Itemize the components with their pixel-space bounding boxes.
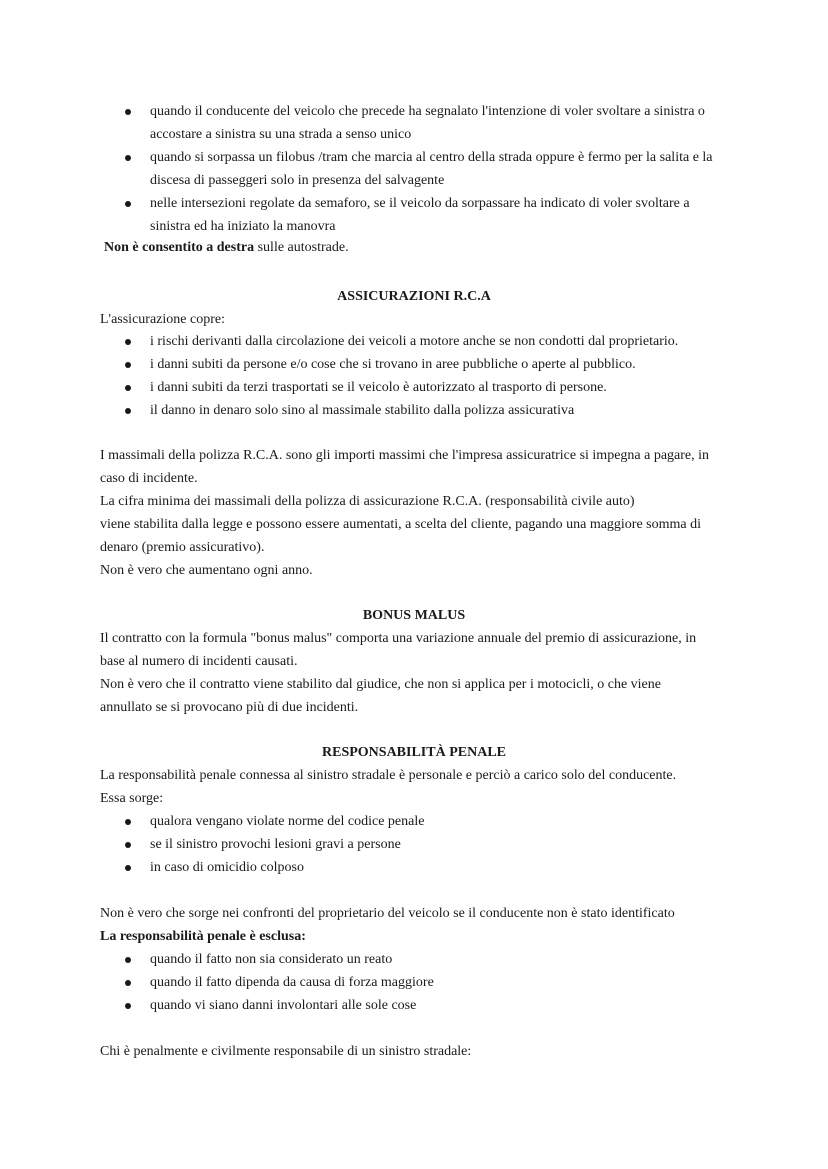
overtaking-list — [150, 100, 750, 238]
note-rest: sulle autostrade. — [254, 240, 349, 255]
rca-para-line: viene stabilita dalla legge e possono essere aumentati, a scelta del cliente, pagando una maggiore somma di — [100, 517, 702, 532]
bullet-icon — [125, 842, 131, 848]
rca-para-line: denaro (premio assicurativo). — [100, 540, 265, 555]
list-item: quando vi siano danni involontari alle sole cose — [150, 994, 750, 1017]
list-item: il danno in denaro solo sino al massimale stabilito dalla polizza assicurativa — [150, 399, 770, 422]
bullet-icon — [125, 109, 131, 115]
penale-conditions-list — [150, 810, 750, 879]
list-item: i danni subiti da terzi trasportati se il veicolo è autorizzato al trasporto di persone. — [150, 376, 770, 399]
list-item: i rischi derivanti dalla circolazione dei veicoli a motore anche se non condotti dal proprietario. — [150, 330, 770, 353]
list-item: in caso di omicidio colposo — [150, 856, 750, 879]
bullet-icon — [125, 339, 131, 345]
bullet-icon — [125, 1003, 131, 1009]
right-overtake-note — [104, 238, 349, 258]
bonus-para-line: base al numero di incidenti causati. — [100, 654, 298, 669]
penale-para-line: Essa sorge: — [100, 791, 164, 806]
rca-coverage-list — [150, 330, 770, 422]
penale-para-line: La responsabilità penale connessa al sinistro stradale è personale e perciò a carico solo del conducente. — [100, 768, 677, 783]
rca-para-line: La cifra minima dei massimali della polizza di assicurazione R.C.A. (responsabilità civile auto) — [100, 494, 635, 509]
section-title-bonus-malus: BONUS MALUS — [362, 608, 466, 623]
section-title-rca: ASSICURAZIONI R.C.A — [337, 289, 491, 304]
bullet-icon — [125, 408, 131, 414]
list-item: qualora vengano violate norme del codice penale — [150, 810, 750, 833]
list-item: i danni subiti da persone e/o cose che si trovano in aree pubbliche o aperte al pubblico. — [150, 353, 770, 376]
rca-para-line: I massimali della polizza R.C.A. sono gli importi massimi che l'impresa assicuratrice si impegna a pagare, in — [100, 448, 710, 463]
bonus-para-line: Il contratto con la formula "bonus malus" comporta una variazione annuale del premio di assicurazione, in — [100, 631, 697, 646]
list-item: quando il fatto non sia considerato un reato — [150, 948, 750, 971]
bullet-icon — [125, 155, 131, 161]
list-item: se il sinistro provochi lesioni gravi a persone — [150, 833, 750, 856]
rca-para-line: caso di incidente. — [100, 471, 198, 486]
bullet-icon — [125, 865, 131, 871]
list-item: quando si sorpassa un filobus /tram che marcia al centro della strada oppure è fermo per la salita e la discesa di passeggeri solo in presenza del salvagente — [150, 146, 750, 192]
bullet-icon — [125, 362, 131, 368]
bullet-icon — [125, 201, 131, 207]
bullet-icon — [125, 819, 131, 825]
penale-excluded-list — [150, 948, 750, 1017]
penale-not-true: Non è vero che sorge nei confronti del proprietario del veicolo se il conducente non è stato identificato — [100, 906, 675, 921]
rca-para-line: Non è vero che aumentano ogni anno. — [100, 563, 313, 578]
list-item: nelle intersezioni regolate da semaforo, se il veicolo da sorpassare ha indicato di voler svoltare a sinistra ed ha iniziato la manovra — [150, 192, 750, 238]
penale-excluded-title: La responsabilità penale è esclusa: — [100, 929, 306, 944]
penale-closing: Chi è penalmente e civilmente responsabile di un sinistro stradale: — [100, 1044, 472, 1059]
list-item: quando il conducente del veicolo che precede ha segnalato l'intenzione di voler svoltare a sinistra o accostare a sinistra su una strada a senso unico — [150, 100, 750, 146]
section-title-penale: RESPONSABILITÀ PENALE — [322, 745, 506, 760]
bonus-para-line: annullato se si provocano più di due incidenti. — [100, 700, 359, 715]
bullet-icon — [125, 980, 131, 986]
bullet-icon — [125, 385, 131, 391]
bonus-para-line: Non è vero che il contratto viene stabilito dal giudice, che non si applica per i motocicli, o che viene — [100, 677, 661, 692]
list-item: quando il fatto dipenda da causa di forza maggiore — [150, 971, 750, 994]
bullet-icon — [125, 957, 131, 963]
rca-intro: L'assicurazione copre: — [100, 312, 225, 327]
note-bold: Non è consentito a destra — [104, 240, 255, 255]
